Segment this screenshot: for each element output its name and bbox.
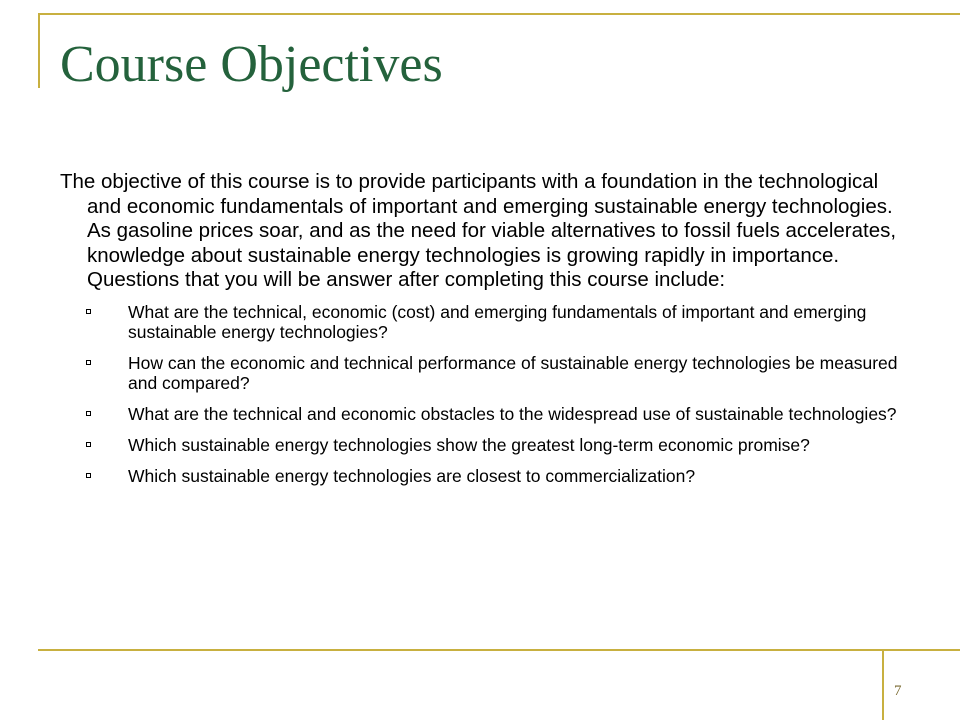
hollow-square-bullet-icon: [86, 442, 91, 447]
hollow-square-bullet-icon: [86, 473, 91, 478]
hollow-square-bullet-icon: [86, 411, 91, 416]
list-item: [128, 404, 915, 424]
list-item-text: Which sustainable energy technologies are closest to commercialization?: [128, 465, 696, 486]
frame-top-rule: [38, 13, 960, 15]
list-item: [128, 466, 915, 486]
slide-body: [60, 170, 915, 497]
hollow-square-bullet-icon: [86, 309, 91, 314]
page-number: 7: [894, 683, 902, 699]
frame-bottom-rule: [38, 649, 960, 651]
intro-paragraph: The objective of this course is to provide participants with a foundation in the technological and economic fundamentals of important and emerging sustainable energy technologies. As gasoline prices soar, and as the need for viable alternatives to fossil fuels accelerates, knowledge about sustainable energy technologies is growing rapidly in importance. Questions that you will be answer after completing this course include:: [60, 170, 897, 291]
list-item: [128, 302, 915, 342]
slide-title: Course Objectives: [60, 36, 443, 93]
list-item: [128, 435, 915, 455]
list-item-text: What are the technical, economic (cost) and emerging fundamentals of important and emerging sustainable energy technologies?: [128, 301, 867, 342]
frame-left-rule: [38, 13, 40, 88]
list-item: [128, 353, 915, 393]
list-item-text: What are the technical and economic obstacles to the widespread use of sustainable technologies?: [128, 403, 897, 424]
frame-right-rule: [882, 649, 884, 720]
list-item-text: Which sustainable energy technologies show the greatest long-term economic promise?: [128, 434, 810, 455]
list-item-text: How can the economic and technical performance of sustainable energy technologies be measured and compared?: [128, 352, 898, 393]
objectives-list: [60, 302, 915, 486]
hollow-square-bullet-icon: [86, 360, 91, 365]
